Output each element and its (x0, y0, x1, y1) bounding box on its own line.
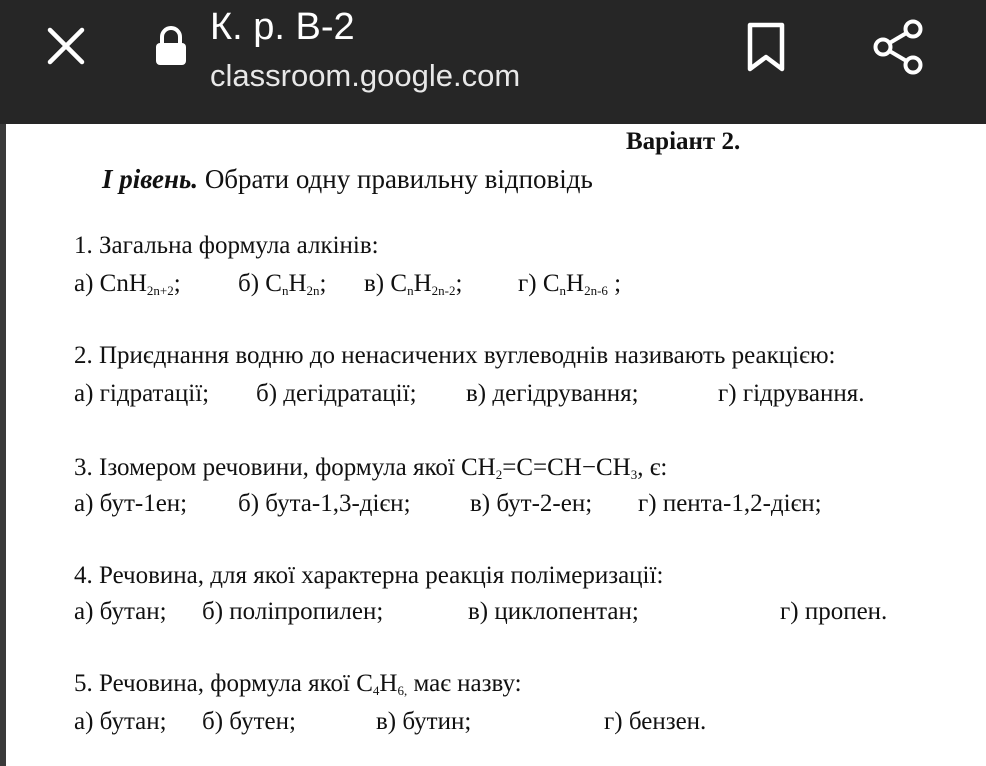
q4-option-b: б) поліпропилен; (202, 598, 384, 625)
share-icon (870, 19, 926, 75)
q1-option-b: б) $C_nH_{2n}$; (238, 270, 327, 298)
level-instruction: Обрати одну правильну відповідь (198, 164, 593, 194)
q4-option-a: а) бутан; (74, 598, 167, 625)
q1-option-a: а) CnH$_{2n+2}$; (74, 270, 181, 298)
q3-option-c: в) бут-2-ен; (470, 490, 593, 517)
q5-option-a: а) бутан; (74, 708, 167, 735)
q3-option-b: б) бута-1,3-дієн; (238, 490, 411, 517)
share-button[interactable] (866, 16, 930, 78)
q2-option-c: в) дегідрування; (466, 380, 639, 407)
q4-option-d: г) пропен. (780, 598, 888, 625)
question-1: 1. Загальна формула алкінів: (74, 232, 379, 259)
page-url: classroom.google.com (210, 58, 521, 93)
level-label: І рівень. (102, 164, 199, 194)
q2-option-d: г) гідрування. (718, 380, 865, 407)
page-title: К. р. В-2 (210, 6, 355, 48)
q3-option-a: а) бут-1ен; (74, 490, 188, 517)
close-icon (46, 26, 86, 66)
bookmark-button[interactable] (738, 18, 794, 76)
level-heading (102, 164, 593, 195)
question-5: 5. Речовина, формула якої $C_4H_{6,}$ має назву: (74, 670, 522, 698)
q2-option-a: а) гідратації; (74, 380, 210, 407)
document-page[interactable] (6, 124, 986, 766)
question-4: 4. Речовина, для якої характерна реакція полімеризації: (74, 562, 664, 589)
q5-option-d: г) бензен. (604, 708, 707, 735)
q1-option-c: в) $C_nH_{2n-2}$; (364, 270, 463, 298)
q2-option-b: б) дегідратації; (256, 380, 417, 407)
variant-heading: Варіант 2. (626, 128, 741, 155)
question-3: 3. Ізомером речовини, формула якої $CH_2=C=CH-CH_3$, є: (74, 454, 668, 482)
q4-option-c: в) циклопентан; (468, 598, 639, 625)
q5-option-c: в) бутин; (376, 708, 472, 735)
lock-icon (152, 24, 190, 68)
close-button[interactable] (40, 24, 92, 68)
q5-option-b: б) бутен; (202, 708, 296, 735)
top-toolbar (0, 0, 986, 124)
q1-option-d: г) $C_nH_{2n-6}$ ; (518, 270, 622, 298)
bookmark-icon (745, 21, 787, 73)
q3-option-d: г) пента-1,2-дієн; (638, 490, 822, 517)
question-2: 2. Приєднання водню до ненасичених вуглеводнів називають реакцією: (74, 342, 836, 369)
